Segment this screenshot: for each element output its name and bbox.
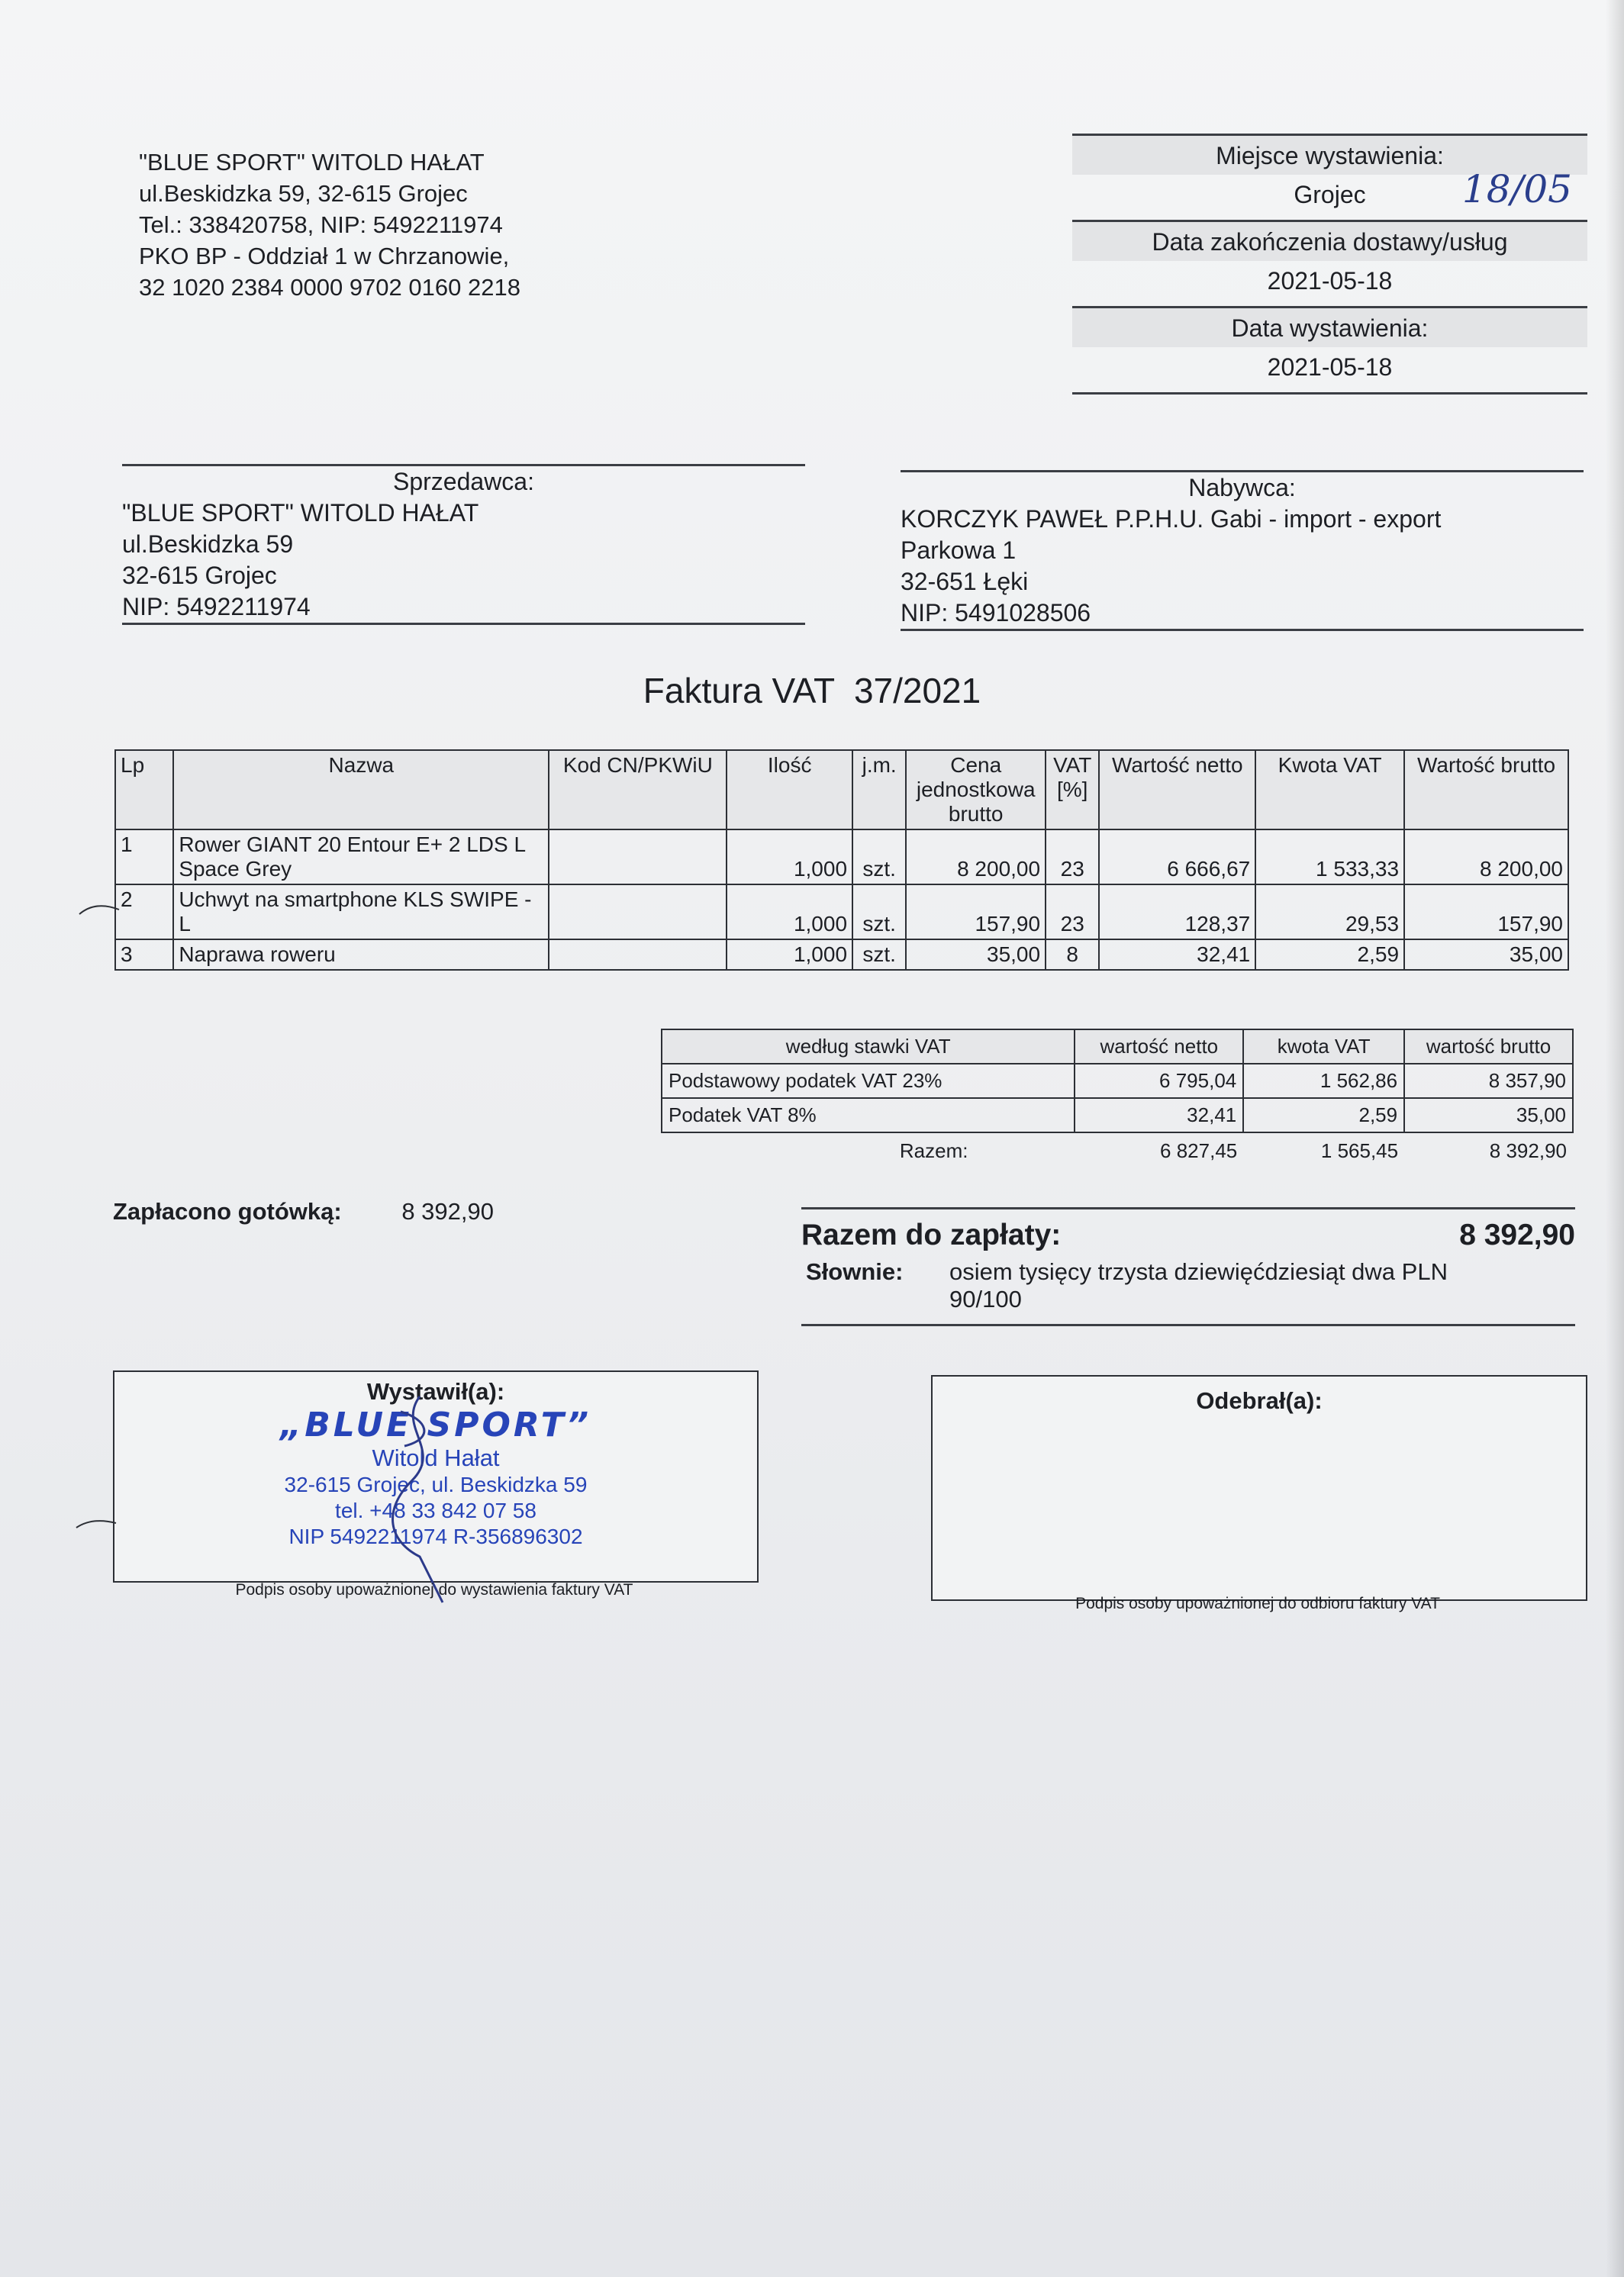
table-row	[115, 939, 1568, 970]
seller-street: ul.Beskidzka 59	[122, 530, 294, 558]
summary-vat: 2,59	[1243, 1098, 1404, 1132]
buyer-title: Nabywca:	[1188, 474, 1296, 501]
row-unit: szt.	[852, 829, 906, 884]
row-name: Rower GIANT 20 Entour E+ 2 LDS L Space Grey	[173, 829, 549, 884]
words-label: Słownie:	[806, 1258, 904, 1285]
col-price-line3: brutto	[948, 802, 1004, 826]
issuer-caption: Podpis osoby upoważnionej do wystawienia faktury VAT	[235, 1581, 633, 1599]
summary-vat: 1 562,86	[1243, 1064, 1404, 1098]
summary-net: 32,41	[1075, 1098, 1243, 1132]
row-net: 128,37	[1099, 884, 1255, 939]
summary-row	[662, 1098, 1573, 1132]
row-code	[549, 939, 727, 970]
col-price-line2: jednostkowa	[916, 778, 1036, 801]
pen-tick-mark	[76, 893, 122, 923]
delivery-date-value: 2021-05-18	[1267, 267, 1393, 295]
col-vat-line2: [%]	[1056, 778, 1088, 801]
summary-row	[662, 1064, 1573, 1098]
row-lp: 2	[115, 884, 173, 939]
items-header-row	[115, 750, 1568, 829]
payment-info	[113, 1198, 494, 1225]
receiver-title: Odebrał(a):	[1196, 1387, 1323, 1414]
row-unit: szt.	[852, 939, 906, 970]
col-vat-line1: VAT	[1053, 753, 1092, 777]
summary-total-vat: 1 565,45	[1320, 1139, 1399, 1162]
summary-col-rate: według stawki VAT	[662, 1029, 1075, 1064]
invoice-number: 37/2021	[853, 671, 981, 710]
summary-gross: 8 357,90	[1404, 1064, 1573, 1098]
total-due-block	[801, 1207, 1575, 1326]
signature-stroke	[393, 1396, 443, 1602]
place-value-row	[1072, 167, 1587, 220]
invoice-title	[0, 670, 1624, 711]
summary-total-net: 6 827,45	[1160, 1139, 1238, 1162]
paper-shadow	[1606, 0, 1624, 2277]
row-name: Uchwyt na smartphone KLS SWIPE - L	[173, 884, 549, 939]
seller-city: 32-615 Grojec	[122, 562, 277, 589]
issuer-title: Wystawił(a):	[366, 1378, 505, 1405]
items-table	[114, 749, 1569, 971]
col-unit: j.m.	[852, 750, 906, 829]
payment-value: 8 392,90	[401, 1198, 494, 1225]
summary-total-gross: 8 392,90	[1489, 1139, 1567, 1162]
total-due-value: 8 392,90	[1459, 1219, 1575, 1251]
vat-summary-table	[661, 1029, 1574, 1167]
row-code	[549, 884, 727, 939]
seller-name: "BLUE SPORT" WITOLD HAŁAT	[122, 499, 479, 527]
col-code: Kod CN/PKWiU	[549, 750, 727, 829]
summary-rate: Podatek VAT 8%	[662, 1098, 1075, 1132]
row-price: 157,90	[906, 884, 1046, 939]
row-net: 6 666,67	[1099, 829, 1255, 884]
summary-gross: 35,00	[1404, 1098, 1573, 1132]
stamp-brand: „BLUE SPORT”	[279, 1406, 592, 1444]
row-name: Naprawa roweru	[173, 939, 549, 970]
row-vat-rate: 23	[1046, 884, 1099, 939]
stamp-address: 32-615 Grojec, ul. Beskidzka 59	[284, 1473, 588, 1496]
meta-divider	[1072, 392, 1587, 395]
invoice-label: Faktura VAT	[643, 671, 836, 710]
receiver-caption: Podpis osoby upoważnionej do odbioru faktury VAT	[1075, 1595, 1440, 1612]
seller-party	[122, 464, 805, 625]
place-value: Grojec	[1294, 181, 1366, 208]
buyer-street: Parkowa 1	[901, 536, 1017, 564]
summary-header-row	[662, 1029, 1573, 1064]
summary-rate: Podstawowy podatek VAT 23%	[662, 1064, 1075, 1098]
row-code	[549, 829, 727, 884]
row-vat-amount: 2,59	[1255, 939, 1404, 970]
col-vat-rate	[1046, 750, 1099, 829]
buyer-nip: NIP: 5491028506	[901, 599, 1091, 626]
invoice-meta	[1072, 134, 1587, 395]
col-price-line1: Cena	[950, 753, 1002, 777]
summary-col-gross: wartość brutto	[1404, 1029, 1573, 1064]
seller-header	[139, 147, 520, 303]
row-price: 35,00	[906, 939, 1046, 970]
handwritten-date-note: 18/05	[1461, 167, 1572, 211]
issue-date-value: 2021-05-18	[1267, 353, 1393, 381]
seller-header-phone-nip: Tel.: 338420758, NIP: 5492211974	[139, 211, 503, 238]
row-qty: 1,000	[727, 829, 852, 884]
buyer-details	[901, 504, 1584, 631]
row-gross: 157,90	[1404, 884, 1568, 939]
words-text	[949, 1258, 1448, 1313]
seller-header-bank: PKO BP - Oddział 1 w Chrzanowie,	[139, 243, 510, 269]
row-price: 8 200,00	[906, 829, 1046, 884]
col-lp: Lp	[115, 750, 173, 829]
payment-label: Zapłacono gotówką:	[113, 1198, 342, 1225]
place-label: Miejsce wystawienia:	[1072, 136, 1587, 175]
pen-tick-mark	[73, 1512, 119, 1535]
stamp-ids: NIP 5492211974 R-356896302	[288, 1525, 583, 1548]
seller-details	[122, 498, 805, 625]
buyer-name: KORCZYK PAWEŁ P.P.H.U. Gabi - import - export	[901, 505, 1442, 533]
col-vat-amount: Kwota VAT	[1255, 750, 1404, 829]
seller-nip: NIP: 5492211974	[122, 593, 311, 620]
amount-in-words	[801, 1258, 1575, 1326]
seller-header-address: ul.Beskidzka 59, 32-615 Grojec	[139, 180, 468, 207]
col-name: Nazwa	[173, 750, 549, 829]
seller-header-name: "BLUE SPORT" WITOLD HAŁAT	[139, 149, 485, 176]
col-price	[906, 750, 1046, 829]
summary-total-label: Razem:	[899, 1139, 968, 1162]
table-row	[115, 829, 1568, 884]
table-row	[115, 884, 1568, 939]
row-lp: 1	[115, 829, 173, 884]
row-net: 32,41	[1099, 939, 1255, 970]
seller-header-account: 32 1020 2384 0000 9702 0160 2218	[139, 274, 520, 301]
buyer-city: 32-651 Łęki	[901, 568, 1029, 595]
words-line1: osiem tysięcy trzysta dziewięćdziesiąt dwa PLN	[949, 1258, 1448, 1285]
col-gross: Wartość brutto	[1404, 750, 1568, 829]
stamp-owner: Witold Hałat	[372, 1444, 500, 1471]
summary-col-vat: kwota VAT	[1243, 1029, 1404, 1064]
summary-col-net: wartość netto	[1075, 1029, 1243, 1064]
summary-net: 6 795,04	[1075, 1064, 1243, 1098]
buyer-party	[901, 470, 1584, 631]
row-vat-rate: 23	[1046, 829, 1099, 884]
row-qty: 1,000	[727, 884, 852, 939]
row-gross: 8 200,00	[1404, 829, 1568, 884]
issue-date-label: Data wystawienia:	[1072, 308, 1587, 347]
receiver-signature-box	[931, 1375, 1587, 1601]
row-vat-amount: 29,53	[1255, 884, 1404, 939]
stamp-phone: tel. +48 33 842 07 58	[335, 1499, 536, 1522]
total-due-label: Razem do zapłaty:	[801, 1219, 1062, 1251]
row-lp: 3	[115, 939, 173, 970]
row-vat-amount: 1 533,33	[1255, 829, 1404, 884]
row-unit: szt.	[852, 884, 906, 939]
words-line2: 90/100	[949, 1286, 1022, 1312]
total-due-row	[801, 1209, 1575, 1252]
row-qty: 1,000	[727, 939, 852, 970]
seller-title: Sprzedawca:	[393, 468, 534, 495]
delivery-date-label: Data zakończenia dostawy/usług	[1072, 222, 1587, 261]
col-net: Wartość netto	[1099, 750, 1255, 829]
row-gross: 35,00	[1404, 939, 1568, 970]
col-qty: Ilość	[727, 750, 852, 829]
summary-total-row	[662, 1132, 1573, 1167]
row-vat-rate: 8	[1046, 939, 1099, 970]
handwritten-signature	[328, 1366, 481, 1610]
